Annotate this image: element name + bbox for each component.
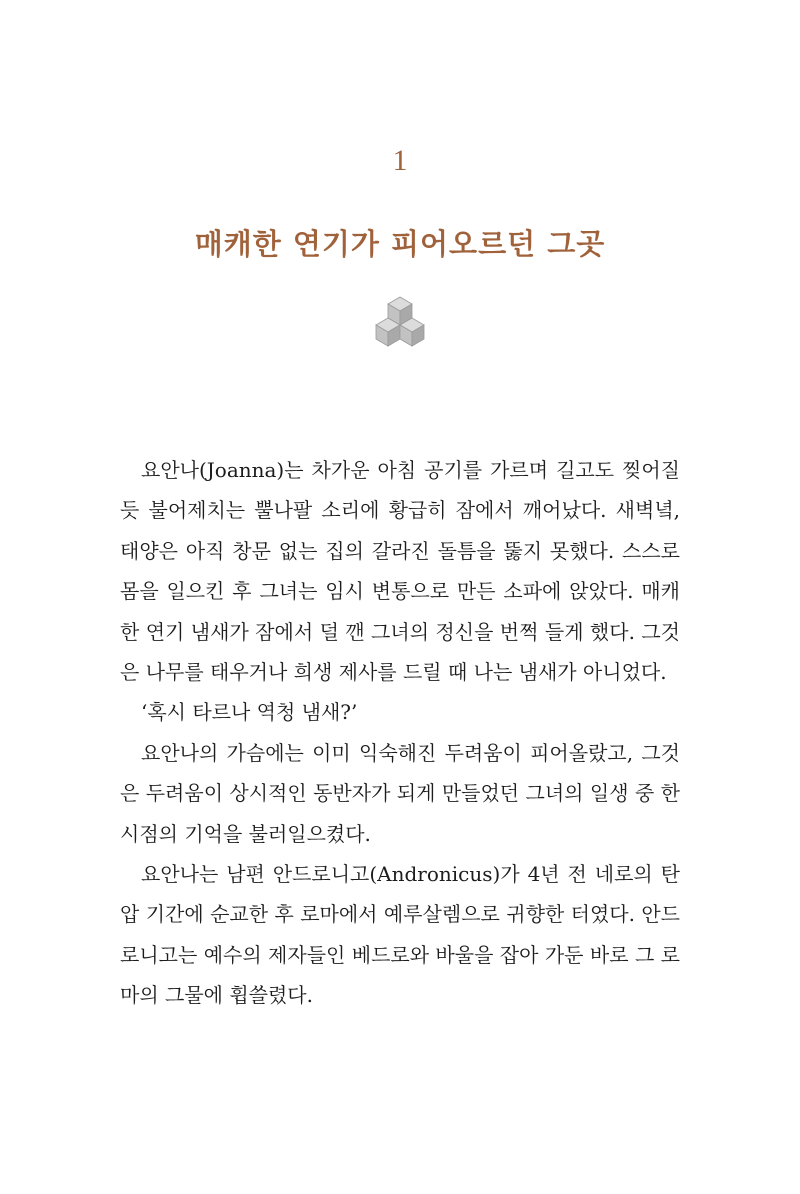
chapter-title: 매캐한 연기가 피어오르던 그곳 [194, 227, 606, 261]
chapter-body [120, 450, 680, 1016]
paragraph-thought: ‘혹시 타르나 역청 냄새?’ [141, 700, 358, 725]
paragraph: 요안나(Joanna)는 차가운 아침 공기를 가르며 길고도 찢어질 듯 불어제치는 뿔나팔 소리에 황급히 잠에서 깨어났다. 새벽녘, 태양은 아직 창문 없는 집의 갈라진 돌틈을 뚫지 못했다. 스스로 몸을 일으킨 후 그녀는 임시 변통으로 만든 소파에 앉았다. 매캐한 연기 냄새가 잠에서 덜 깬 그녀의 정신을 번쩍 들게 했다. 그것은 나무를 태우거나 희생 제사를 드릴 때 나는 냄새가 아니었다. [120, 458, 680, 685]
stacked-cubes-icon [366, 295, 434, 357]
chapter-number: 1 [392, 144, 408, 177]
paragraph: 요안나의 가슴에는 이미 익숙해진 두려움이 피어올랐고, 그것은 두려움이 상시적인 동반자가 되게 만들었던 그녀의 일생 중 한 시점의 기억을 불러일으켰다. [120, 740, 680, 846]
paragraph: 요안나는 남편 안드로니고(Andronicus)가 4년 전 네로의 탄압 기간에 순교한 후 로마에서 예루살렘으로 귀향한 터였다. 안드로니고는 예수의 제자들인 베드로와 바울을 잡아 가둔 바로 그 로마의 그물에 휩쓸렸다. [120, 862, 680, 1008]
